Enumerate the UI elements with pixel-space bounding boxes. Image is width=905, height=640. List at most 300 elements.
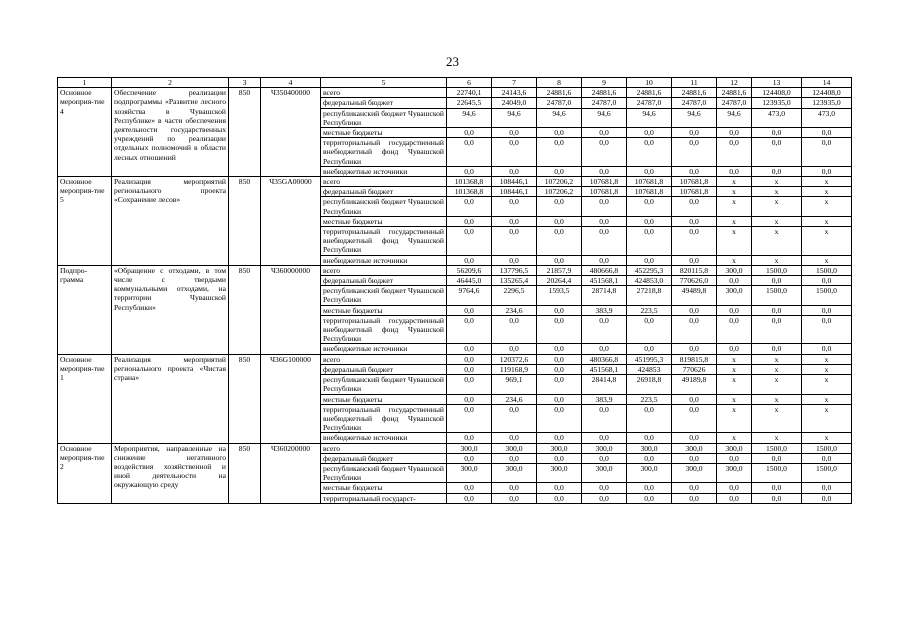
value-cell: 0,0 xyxy=(582,128,627,138)
value-cell: 0,0 xyxy=(752,128,802,138)
value-cell: 452295,3 xyxy=(627,265,672,275)
value-cell: x xyxy=(752,187,802,197)
value-cell: 0,0 xyxy=(492,483,537,493)
value-cell: 0,0 xyxy=(537,375,582,394)
value-cell: 0,0 xyxy=(672,216,717,226)
header-cell: 5 xyxy=(321,78,447,88)
header-cell: 10 xyxy=(627,78,672,88)
funding-source: местные бюджеты xyxy=(321,483,447,493)
value-cell: 0,0 xyxy=(672,344,717,354)
row-name: Реализация мероприятий регионального проекта «Сохранение лесов» xyxy=(112,177,229,266)
value-cell: 0,0 xyxy=(447,344,492,354)
value-cell: x xyxy=(717,255,752,265)
value-cell: 0,0 xyxy=(537,364,582,374)
value-cell: 0,0 xyxy=(537,453,582,463)
value-cell: 107681,8 xyxy=(582,177,627,187)
value-cell: 9764,6 xyxy=(447,286,492,305)
value-cell: 101368,8 xyxy=(447,177,492,187)
value-cell: 383,9 xyxy=(582,394,627,404)
value-cell: 0,0 xyxy=(672,394,717,404)
value-cell: x xyxy=(717,216,752,226)
value-cell: 0,0 xyxy=(447,493,492,503)
funding-source: территориальный государственный внебюджетный фонд Чувашской Республики xyxy=(321,315,447,344)
value-cell: 770626,0 xyxy=(672,276,717,286)
value-cell: 0,0 xyxy=(752,305,802,315)
funding-source: федеральный бюджет xyxy=(321,98,447,108)
value-cell: 0,0 xyxy=(537,227,582,256)
value-cell: 26918,8 xyxy=(627,375,672,394)
value-cell: 0,0 xyxy=(627,453,672,463)
row-grbs: 850 xyxy=(229,265,261,354)
value-cell: 107206,2 xyxy=(537,177,582,187)
value-cell: 0,0 xyxy=(672,227,717,256)
value-cell: 0,0 xyxy=(582,433,627,443)
value-cell: 0,0 xyxy=(672,483,717,493)
header-cell: 14 xyxy=(802,78,852,88)
value-cell: 0,0 xyxy=(627,344,672,354)
value-cell: 0,0 xyxy=(802,128,852,138)
funding-source: внебюджетные источники xyxy=(321,433,447,443)
value-cell: 94,6 xyxy=(717,108,752,127)
value-cell: 107681,8 xyxy=(672,187,717,197)
value-cell: 0,0 xyxy=(582,453,627,463)
value-cell: 24787,0 xyxy=(627,98,672,108)
table-row xyxy=(58,88,852,98)
value-cell: 0,0 xyxy=(537,166,582,176)
value-cell: 0,0 xyxy=(447,166,492,176)
value-cell: 300,0 xyxy=(582,463,627,482)
value-cell: 0,0 xyxy=(447,128,492,138)
value-cell: 300,0 xyxy=(717,286,752,305)
value-cell: 24881,6 xyxy=(582,88,627,98)
value-cell: 0,0 xyxy=(537,197,582,216)
value-cell: 0,0 xyxy=(447,394,492,404)
value-cell: 0,0 xyxy=(717,483,752,493)
header-cell: 12 xyxy=(717,78,752,88)
row-grbs: 850 xyxy=(229,443,261,503)
value-cell: 49489,8 xyxy=(672,286,717,305)
header-cell: 6 xyxy=(447,78,492,88)
value-cell: 451568,1 xyxy=(582,364,627,374)
header-cell: 4 xyxy=(261,78,321,88)
value-cell: 300,0 xyxy=(627,443,672,453)
funding-source: федеральный бюджет xyxy=(321,276,447,286)
value-cell: 300,0 xyxy=(447,443,492,453)
value-cell: 223,5 xyxy=(627,394,672,404)
value-cell: 0,0 xyxy=(752,315,802,344)
value-cell: 0,0 xyxy=(672,128,717,138)
funding-source: республиканский бюджет Чувашской Республики xyxy=(321,375,447,394)
value-cell: 0,0 xyxy=(447,305,492,315)
value-cell: 0,0 xyxy=(447,404,492,433)
value-cell: 0,0 xyxy=(447,227,492,256)
value-cell: 234,6 xyxy=(492,305,537,315)
funding-source: республиканский бюджет Чувашской Республики xyxy=(321,108,447,127)
value-cell: 820115,8 xyxy=(672,265,717,275)
value-cell: 0,0 xyxy=(492,197,537,216)
value-cell: x xyxy=(802,216,852,226)
value-cell: 0,0 xyxy=(582,493,627,503)
value-cell: 22645,5 xyxy=(447,98,492,108)
row-name: Обеспечение реализации подпрограммы «Развитие лесного хозяйства в Чувашской Республике» в части обеспечения деятельности государственных учреждений по реализации отдельных полномочий в области лесных отношений xyxy=(112,88,229,177)
value-cell: x xyxy=(717,197,752,216)
header-cell: 7 xyxy=(492,78,537,88)
value-cell: 300,0 xyxy=(672,463,717,482)
value-cell: 0,0 xyxy=(537,483,582,493)
value-cell: x xyxy=(802,394,852,404)
value-cell: 300,0 xyxy=(627,463,672,482)
value-cell: 0,0 xyxy=(672,453,717,463)
value-cell: 0,0 xyxy=(447,354,492,364)
funding-source: всего xyxy=(321,265,447,275)
value-cell: 0,0 xyxy=(537,404,582,433)
value-cell: 20264,4 xyxy=(537,276,582,286)
value-cell: 24881,6 xyxy=(537,88,582,98)
value-cell: 94,6 xyxy=(447,108,492,127)
value-cell: 0,0 xyxy=(492,404,537,433)
value-cell: 0,0 xyxy=(752,453,802,463)
value-cell: 0,0 xyxy=(717,276,752,286)
value-cell: x xyxy=(802,404,852,433)
value-cell: 0,0 xyxy=(802,344,852,354)
value-cell: 0,0 xyxy=(582,344,627,354)
value-cell: 1500,0 xyxy=(752,443,802,453)
value-cell: 1500,0 xyxy=(752,286,802,305)
value-cell: x xyxy=(717,394,752,404)
value-cell: 0,0 xyxy=(672,138,717,167)
value-cell: 0,0 xyxy=(672,166,717,176)
value-cell: 480366,8 xyxy=(582,354,627,364)
header-cell: 1 xyxy=(58,78,112,88)
value-cell: 300,0 xyxy=(537,463,582,482)
value-cell: 0,0 xyxy=(537,344,582,354)
value-cell: 24881,6 xyxy=(717,88,752,98)
value-cell: 0,0 xyxy=(492,315,537,344)
value-cell: 0,0 xyxy=(582,483,627,493)
value-cell: 94,6 xyxy=(537,108,582,127)
value-cell: 0,0 xyxy=(752,493,802,503)
value-cell: x xyxy=(802,354,852,364)
value-cell: 0,0 xyxy=(537,138,582,167)
value-cell: x xyxy=(752,394,802,404)
value-cell: 0,0 xyxy=(802,493,852,503)
value-cell: 0,0 xyxy=(752,166,802,176)
value-cell: 0,0 xyxy=(627,255,672,265)
value-cell: 28414,8 xyxy=(582,375,627,394)
value-cell: 0,0 xyxy=(447,364,492,374)
value-cell: 94,6 xyxy=(582,108,627,127)
value-cell: 0,0 xyxy=(447,197,492,216)
header-cell: 13 xyxy=(752,78,802,88)
funding-source: территориальный государственный внебюджетный фонд Чувашской Республики xyxy=(321,138,447,167)
value-cell: 107681,8 xyxy=(627,187,672,197)
value-cell: 101368,8 xyxy=(447,187,492,197)
value-cell: 0,0 xyxy=(672,197,717,216)
value-cell: 0,0 xyxy=(537,394,582,404)
value-cell: 21857,9 xyxy=(537,265,582,275)
value-cell: 1500,0 xyxy=(802,443,852,453)
value-cell: x xyxy=(717,177,752,187)
budget-table xyxy=(57,77,852,504)
value-cell: 0,0 xyxy=(717,453,752,463)
value-cell: 473,0 xyxy=(802,108,852,127)
value-cell: 124408,0 xyxy=(802,88,852,98)
value-cell: x xyxy=(717,187,752,197)
value-cell: 24143,6 xyxy=(492,88,537,98)
value-cell: 0,0 xyxy=(627,166,672,176)
row-code: Ч360200000 xyxy=(261,443,321,503)
value-cell: 0,0 xyxy=(447,138,492,167)
value-cell: 94,6 xyxy=(492,108,537,127)
value-cell: 1500,0 xyxy=(752,463,802,482)
value-cell: 0,0 xyxy=(447,315,492,344)
value-cell: 24787,0 xyxy=(582,98,627,108)
value-cell: 0,0 xyxy=(802,483,852,493)
value-cell: x xyxy=(802,255,852,265)
value-cell: 24881,6 xyxy=(627,88,672,98)
value-cell: 107681,8 xyxy=(582,187,627,197)
value-cell: 300,0 xyxy=(492,463,537,482)
funding-source: республиканский бюджет Чувашской Республики xyxy=(321,463,447,482)
value-cell: x xyxy=(752,216,802,226)
value-cell: 0,0 xyxy=(582,197,627,216)
value-cell: x xyxy=(717,375,752,394)
value-cell: 123935,0 xyxy=(752,98,802,108)
table-header-row xyxy=(58,78,852,88)
header-cell: 3 xyxy=(229,78,261,88)
value-cell: 0,0 xyxy=(717,344,752,354)
value-cell: 0,0 xyxy=(537,128,582,138)
value-cell: 94,6 xyxy=(672,108,717,127)
value-cell: 0,0 xyxy=(627,216,672,226)
value-cell: 0,0 xyxy=(537,354,582,364)
funding-source: территориальный государственный внебюджетный фонд Чувашской Республики xyxy=(321,227,447,256)
value-cell: 0,0 xyxy=(672,433,717,443)
value-cell: 0,0 xyxy=(447,483,492,493)
value-cell: 0,0 xyxy=(627,128,672,138)
value-cell: 0,0 xyxy=(537,315,582,344)
value-cell: 0,0 xyxy=(717,305,752,315)
value-cell: 0,0 xyxy=(802,276,852,286)
funding-source: местные бюджеты xyxy=(321,394,447,404)
value-cell: 0,0 xyxy=(627,404,672,433)
value-cell: 0,0 xyxy=(717,166,752,176)
value-cell: 0,0 xyxy=(492,216,537,226)
value-cell: 819815,8 xyxy=(672,354,717,364)
value-cell: 1500,0 xyxy=(802,463,852,482)
value-cell: 300,0 xyxy=(717,463,752,482)
row-name: «Обращение с отходами, в том числе с твердыми коммунальными отходами, на территории Чувашской Республики» xyxy=(112,265,229,354)
value-cell: 24787,0 xyxy=(672,98,717,108)
value-cell: x xyxy=(752,354,802,364)
funding-source: местные бюджеты xyxy=(321,305,447,315)
value-cell: 300,0 xyxy=(447,463,492,482)
value-cell: 107681,8 xyxy=(672,177,717,187)
value-cell: 27218,8 xyxy=(627,286,672,305)
value-cell: 0,0 xyxy=(802,166,852,176)
value-cell: 0,0 xyxy=(802,138,852,167)
value-cell: x xyxy=(717,404,752,433)
row-type: Основное мероприя-тие 4 xyxy=(58,88,112,177)
row-type: Основное мероприя-тие 2 xyxy=(58,443,112,503)
value-cell: 480666,8 xyxy=(582,265,627,275)
value-cell: 0,0 xyxy=(752,483,802,493)
funding-source: внебюджетные источники xyxy=(321,344,447,354)
value-cell: 300,0 xyxy=(492,443,537,453)
value-cell: x xyxy=(717,227,752,256)
value-cell: 1500,0 xyxy=(802,286,852,305)
table-row xyxy=(58,177,852,187)
value-cell: 1500,0 xyxy=(752,265,802,275)
value-cell: 0,0 xyxy=(802,305,852,315)
value-cell: 0,0 xyxy=(582,216,627,226)
row-name: Мероприятия, направленные на снижение негативного воздействия хозяйственной и иной деятельности на окружающую среду xyxy=(112,443,229,503)
value-cell: x xyxy=(802,433,852,443)
value-cell: 108446,1 xyxy=(492,177,537,187)
value-cell: x xyxy=(802,197,852,216)
value-cell: 0,0 xyxy=(537,255,582,265)
row-grbs: 850 xyxy=(229,177,261,266)
value-cell: 0,0 xyxy=(447,216,492,226)
row-grbs: 850 xyxy=(229,354,261,443)
value-cell: 223,5 xyxy=(627,305,672,315)
value-cell: 383,9 xyxy=(582,305,627,315)
value-cell: 0,0 xyxy=(492,433,537,443)
value-cell: x xyxy=(802,375,852,394)
value-cell: 0,0 xyxy=(752,344,802,354)
value-cell: 424853,0 xyxy=(627,276,672,286)
value-cell: 300,0 xyxy=(582,443,627,453)
value-cell: 0,0 xyxy=(492,138,537,167)
row-type: Подпро-грамма xyxy=(58,265,112,354)
value-cell: 0,0 xyxy=(627,433,672,443)
value-cell: 0,0 xyxy=(717,128,752,138)
value-cell: 0,0 xyxy=(537,433,582,443)
value-cell: 0,0 xyxy=(492,344,537,354)
value-cell: 0,0 xyxy=(627,197,672,216)
value-cell: 0,0 xyxy=(492,166,537,176)
value-cell: 24881,6 xyxy=(672,88,717,98)
value-cell: 107681,8 xyxy=(627,177,672,187)
value-cell: 0,0 xyxy=(492,453,537,463)
value-cell: 473,0 xyxy=(752,108,802,127)
value-cell: 0,0 xyxy=(537,305,582,315)
value-cell: x xyxy=(717,354,752,364)
value-cell: x xyxy=(752,197,802,216)
value-cell: 0,0 xyxy=(717,315,752,344)
funding-source: всего xyxy=(321,88,447,98)
value-cell: 49189,8 xyxy=(672,375,717,394)
funding-source: всего xyxy=(321,443,447,453)
value-cell: 0,0 xyxy=(672,315,717,344)
value-cell: 300,0 xyxy=(717,443,752,453)
value-cell: 424853 xyxy=(627,364,672,374)
value-cell: 22740,1 xyxy=(447,88,492,98)
funding-source: федеральный бюджет xyxy=(321,187,447,197)
value-cell: 0,0 xyxy=(582,255,627,265)
funding-source: федеральный бюджет xyxy=(321,364,447,374)
value-cell: 300,0 xyxy=(537,443,582,453)
value-cell: 46445,0 xyxy=(447,276,492,286)
value-cell: 124408,0 xyxy=(752,88,802,98)
value-cell: 0,0 xyxy=(492,493,537,503)
value-cell: 107206,2 xyxy=(537,187,582,197)
value-cell: 28714,8 xyxy=(582,286,627,305)
value-cell: x xyxy=(752,364,802,374)
value-cell: x xyxy=(752,255,802,265)
value-cell: 0,0 xyxy=(627,315,672,344)
value-cell: x xyxy=(717,433,752,443)
funding-source: всего xyxy=(321,354,447,364)
row-code: Ч360000000 xyxy=(261,265,321,354)
value-cell: 0,0 xyxy=(447,433,492,443)
value-cell: 770626 xyxy=(672,364,717,374)
value-cell: 24787,0 xyxy=(717,98,752,108)
value-cell: 451995,3 xyxy=(627,354,672,364)
value-cell: 300,0 xyxy=(717,265,752,275)
table-row xyxy=(58,265,852,275)
value-cell: 234,6 xyxy=(492,394,537,404)
value-cell: 0,0 xyxy=(672,493,717,503)
table-row xyxy=(58,354,852,364)
value-cell: 0,0 xyxy=(717,138,752,167)
funding-source: республиканский бюджет Чувашской Республики xyxy=(321,197,447,216)
value-cell: 24787,0 xyxy=(537,98,582,108)
value-cell: x xyxy=(802,364,852,374)
row-code: Ч36G100000 xyxy=(261,354,321,443)
value-cell: 0,0 xyxy=(582,404,627,433)
funding-source: всего xyxy=(321,177,447,187)
value-cell: 56209,6 xyxy=(447,265,492,275)
value-cell: 137796,5 xyxy=(492,265,537,275)
value-cell: 0,0 xyxy=(582,227,627,256)
value-cell: 1593,5 xyxy=(537,286,582,305)
row-code: Ч35GA00000 xyxy=(261,177,321,266)
value-cell: 0,0 xyxy=(582,315,627,344)
value-cell: 1500,0 xyxy=(802,265,852,275)
value-cell: 2296,5 xyxy=(492,286,537,305)
value-cell: 300,0 xyxy=(672,443,717,453)
funding-source: местные бюджеты xyxy=(321,128,447,138)
value-cell: x xyxy=(752,404,802,433)
value-cell: x xyxy=(752,177,802,187)
value-cell: 0,0 xyxy=(537,216,582,226)
funding-source: федеральный бюджет xyxy=(321,453,447,463)
table-row xyxy=(58,443,852,453)
header-cell: 8 xyxy=(537,78,582,88)
value-cell: 0,0 xyxy=(492,128,537,138)
value-cell: 0,0 xyxy=(752,138,802,167)
value-cell: 0,0 xyxy=(627,493,672,503)
value-cell: 0,0 xyxy=(752,276,802,286)
value-cell: x xyxy=(802,187,852,197)
row-name: Реализация мероприятий регионального проекта «Чистая страна» xyxy=(112,354,229,443)
value-cell: 119168,9 xyxy=(492,364,537,374)
value-cell: x xyxy=(802,227,852,256)
value-cell: 0,0 xyxy=(627,227,672,256)
value-cell: 94,6 xyxy=(627,108,672,127)
value-cell: 0,0 xyxy=(627,138,672,167)
funding-source: внебюджетные источники xyxy=(321,255,447,265)
page-number: 23 xyxy=(446,54,459,69)
value-cell: 0,0 xyxy=(672,404,717,433)
value-cell: x xyxy=(717,364,752,374)
value-cell: 0,0 xyxy=(447,375,492,394)
value-cell: 0,0 xyxy=(802,315,852,344)
row-grbs: 850 xyxy=(229,88,261,177)
value-cell: 123935,0 xyxy=(802,98,852,108)
value-cell: 0,0 xyxy=(492,227,537,256)
